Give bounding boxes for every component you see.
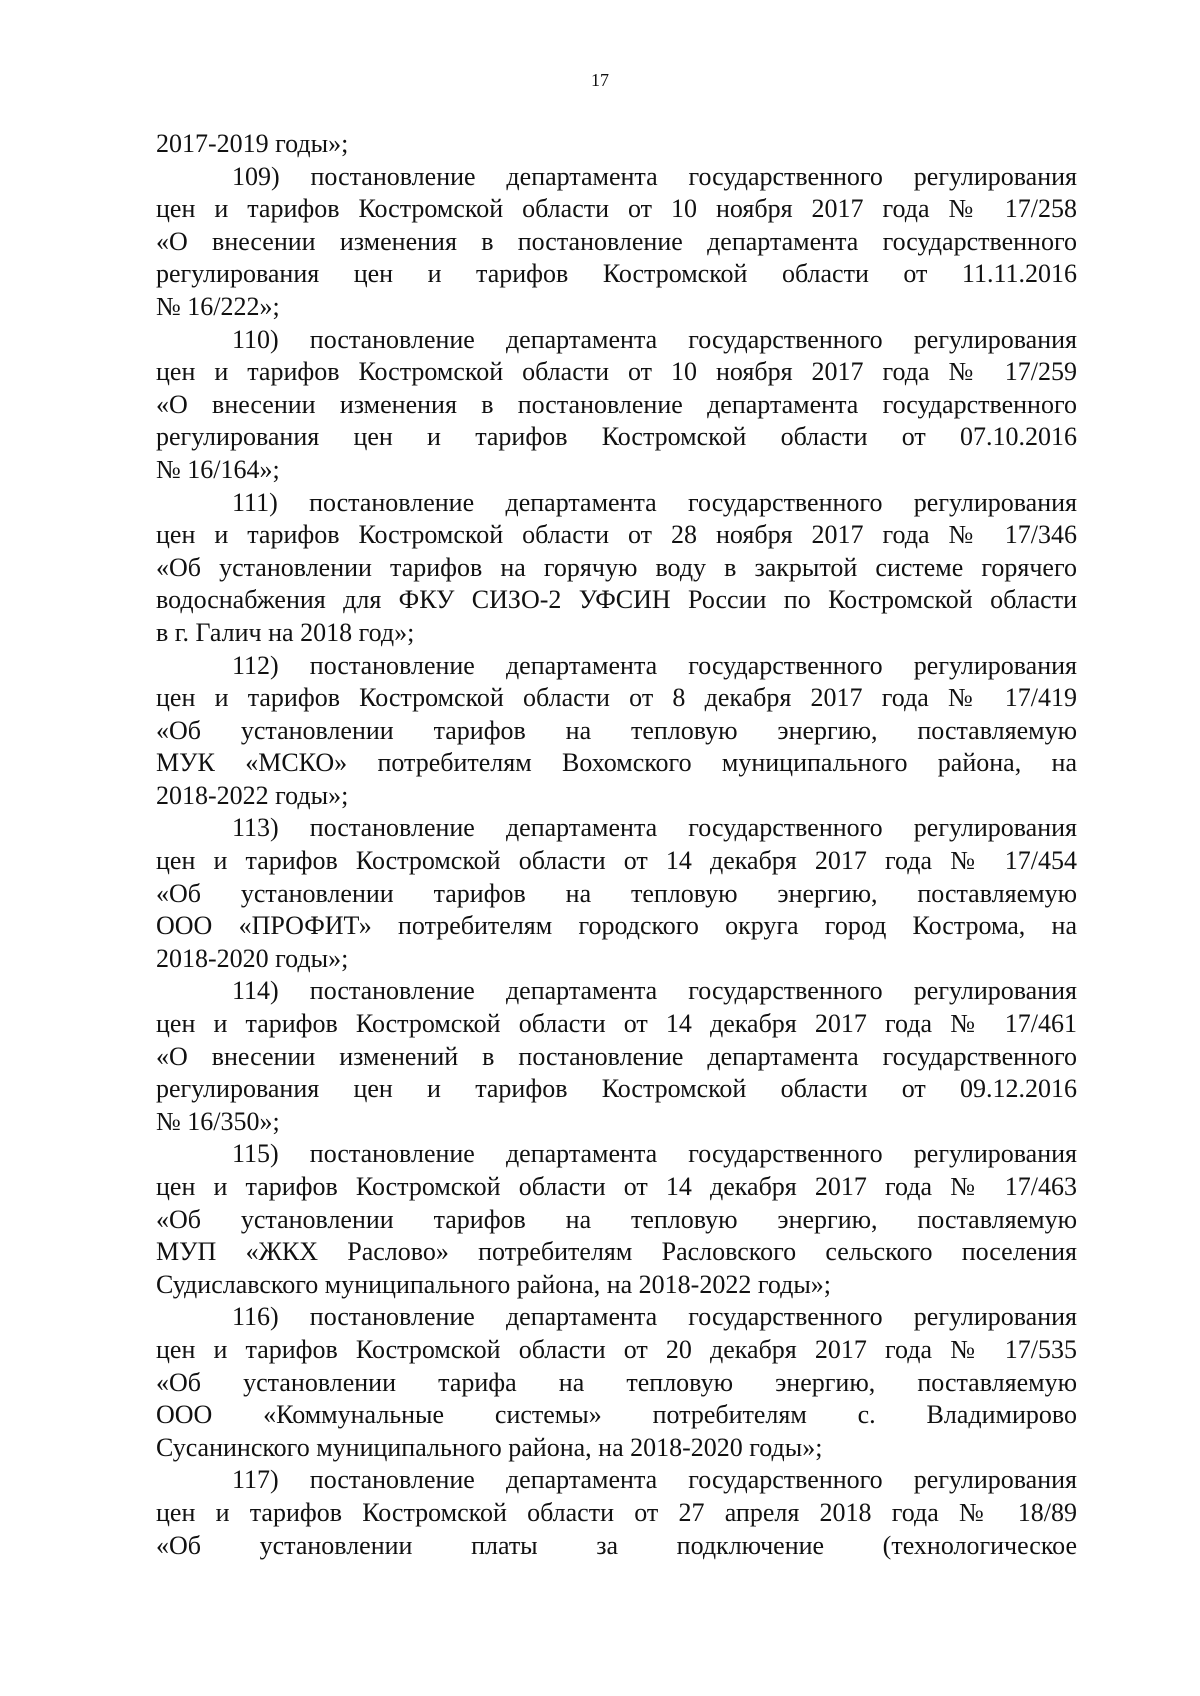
text-line: цен и тарифов Костромской области от 10 ноября 2017 года № 17/259 — [156, 357, 1077, 387]
text-line: ООО «Коммунальные системы» потребителям с. Владимирово — [156, 1400, 1077, 1430]
text-line: «Об установлении тарифов на тепловую энергию, поставляемую — [156, 715, 1077, 745]
text-line: МУК «МСКО» потребителям Вохомского муниципального района, на — [156, 748, 1077, 778]
text-line: цен и тарифов Костромской области от 14 декабря 2017 года № 17/454 — [156, 846, 1077, 876]
text-line: № 16/222»; — [156, 291, 280, 321]
list-item-110: 110) постановление департамента государственного регулирования — [232, 324, 1077, 354]
text-line: «Об установлении тарифов на тепловую энергию, поставляемую — [156, 878, 1077, 908]
text-line: цен и тарифов Костромской области от 28 ноября 2017 года № 17/346 — [156, 520, 1077, 550]
text-line: водоснабжения для ФКУ СИЗО-2 УФСИН России по Костромской области — [156, 585, 1077, 615]
text-line: 2018-2022 годы»; — [156, 780, 349, 810]
list-item-113: 113) постановление департамента государственного регулирования — [232, 813, 1077, 843]
text-line: цен и тарифов Костромской области от 10 ноября 2017 года № 17/258 — [156, 194, 1077, 224]
text-line: цен и тарифов Костромской области от 8 декабря 2017 года № 17/419 — [156, 683, 1077, 713]
text-line: «О внесении изменения в постановление департамента государственного — [156, 226, 1077, 256]
list-item-111: 111) постановление департамента государственного регулирования — [232, 487, 1077, 517]
text-line: в г. Галич на 2018 год»; — [156, 617, 415, 647]
text-line: Судиславского муниципального района, на 2018-2022 годы»; — [156, 1269, 832, 1299]
text-line: регулирования цен и тарифов Костромской области от 09.12.2016 — [156, 1074, 1077, 1104]
text-line: «Об установлении тарифов на горячую воду в закрытой системе горячего — [156, 552, 1077, 582]
text-line: № 16/350»; — [156, 1106, 280, 1136]
list-item-109: 109) постановление департамента государственного регулирования — [232, 161, 1077, 191]
text-line: цен и тарифов Костромской области от 20 декабря 2017 года № 17/535 — [156, 1334, 1077, 1364]
list-item-112: 112) постановление департамента государственного регулирования — [232, 650, 1077, 680]
list-item-116: 116) постановление департамента государственного регулирования — [232, 1302, 1077, 1332]
text-line: 2017-2019 годы»; — [156, 129, 349, 158]
text-line: «Об установлении тарифов на тепловую энергию, поставляемую — [156, 1204, 1077, 1234]
list-item-114: 114) постановление департамента государственного регулирования — [232, 976, 1077, 1006]
text-line: МУП «ЖКХ Раслово» потребителям Расловского сельского поселения — [156, 1237, 1077, 1267]
text-line: ООО «ПРОФИТ» потребителям городского округа город Кострома, на — [156, 911, 1077, 941]
text-line: № 16/164»; — [156, 454, 280, 484]
text-line: Сусанинского муниципального района, на 2018-2020 годы»; — [156, 1432, 823, 1462]
text-line: «Об установлении тарифа на тепловую энергию, поставляемую — [156, 1367, 1077, 1397]
text-line: цен и тарифов Костромской области от 14 декабря 2017 года № 17/461 — [156, 1009, 1077, 1039]
text-line: цен и тарифов Костромской области от 27 апреля 2018 года № 18/89 — [156, 1497, 1077, 1527]
page-number: 17 — [591, 70, 609, 90]
text-line: «О внесении изменений в постановление департамента государственного — [156, 1041, 1077, 1071]
list-item-115: 115) постановление департамента государственного регулирования — [232, 1139, 1077, 1169]
text-line: регулирования цен и тарифов Костромской области от 07.10.2016 — [156, 422, 1077, 452]
text-line: регулирования цен и тарифов Костромской области от 11.11.2016 — [156, 259, 1077, 289]
text-line: «Об установлении платы за подключение (технологическое — [156, 1530, 1077, 1560]
document-body — [156, 128, 1077, 1562]
text-line: 2018-2020 годы»; — [156, 943, 349, 973]
list-item-117: 117) постановление департамента государственного регулирования — [232, 1465, 1077, 1495]
text-line: «О внесении изменения в постановление департамента государственного — [156, 389, 1077, 419]
text-line: цен и тарифов Костромской области от 14 декабря 2017 года № 17/463 — [156, 1172, 1077, 1201]
